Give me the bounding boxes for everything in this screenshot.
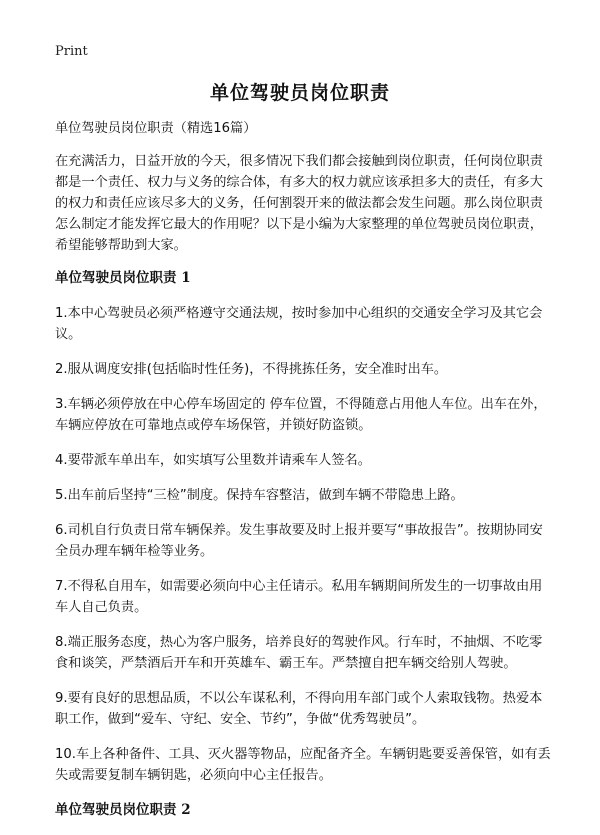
- duty-item-5: 5.出车前后坚持“三检”制度。保持车容整洁，做到车辆不带隐患上路。: [55, 488, 464, 503]
- section-heading-1: 单位驾驶员岗位职责 1: [55, 270, 191, 286]
- section-heading-2: 单位驾驶员岗位职责 2: [55, 802, 191, 818]
- duty-item-3: 3.车辆必须停放在中心停车场固定的 停车位置，不得随意占用他人车位。出车在外，车辆应停放在可靠地点或停车场保管，并锁好防盗锁。: [55, 397, 547, 433]
- document-body: [55, 118, 555, 835]
- duty-item-1: 1.本中心驾驶员必须严格遵守交通法规，按时参加中心组织的交通安全学习及其它会议。: [55, 306, 543, 342]
- document-subtitle: 单位驾驶员岗位职责（精选16篇）: [55, 121, 257, 136]
- duty-item-9: 9.要有良好的思想品质，不以公车谋私利，不得向用车部门或个人索取钱物。热爱本职工作，做到“爱车、守纪、安全、节约”，争做“优秀驾驶员”。: [55, 691, 543, 727]
- duty-item-10: 10.车上各种备件、工具、灭火器等物品，应配备齐全。车辆钥匙要妥善保管，如有丢失或需要复制车辆钥匙，必须向中心主任报告。: [55, 747, 551, 783]
- document-title: 单位驾驶员岗位职责: [209, 82, 390, 104]
- duty-item-8: 8.端正服务态度，热心为客户服务，培养良好的驾驶作风。行车时，不抽烟、不吃零食和谈笑，严禁酒后开车和开英雄车、霸王车。严禁擅自把车辆交给别人驾驶。: [55, 635, 543, 671]
- duty-item-7: 7.不得私自用车，如需要必须向中心主任请示。私用车辆期间所发生的一切事故由用车人自己负责。: [55, 579, 543, 615]
- duty-item-4: 4.要带派车单出车，如实填写公里数并请乘车人签名。: [55, 453, 371, 468]
- duty-item-6: 6.司机自行负责日常车辆保养。发生事故要及时上报并要写“事故报告”。按期协同安全员办理车辆年检等业务。: [55, 523, 543, 559]
- intro-paragraph: 在充满活力，日益开放的今天，很多情况下我们都会接触到岗位职责，任何岗位职责都是一个责任、权力与义务的综合体，有多大的权力就应该承担多大的责任，有多大的权力和责任应该尽多大的义务，任何割裂开来的做法都会发生问题。那么岗位职责怎么制定才能发挥它最大的作用呢？以下是小编为大家整理的单位驾驶员岗位职责，希望能够帮助到大家。: [55, 154, 543, 253]
- print-link[interactable]: Print: [55, 44, 88, 59]
- duty-item-2: 2.服从调度安排(包括临时性任务)，不得挑拣任务，安全准时出车。: [55, 362, 448, 377]
